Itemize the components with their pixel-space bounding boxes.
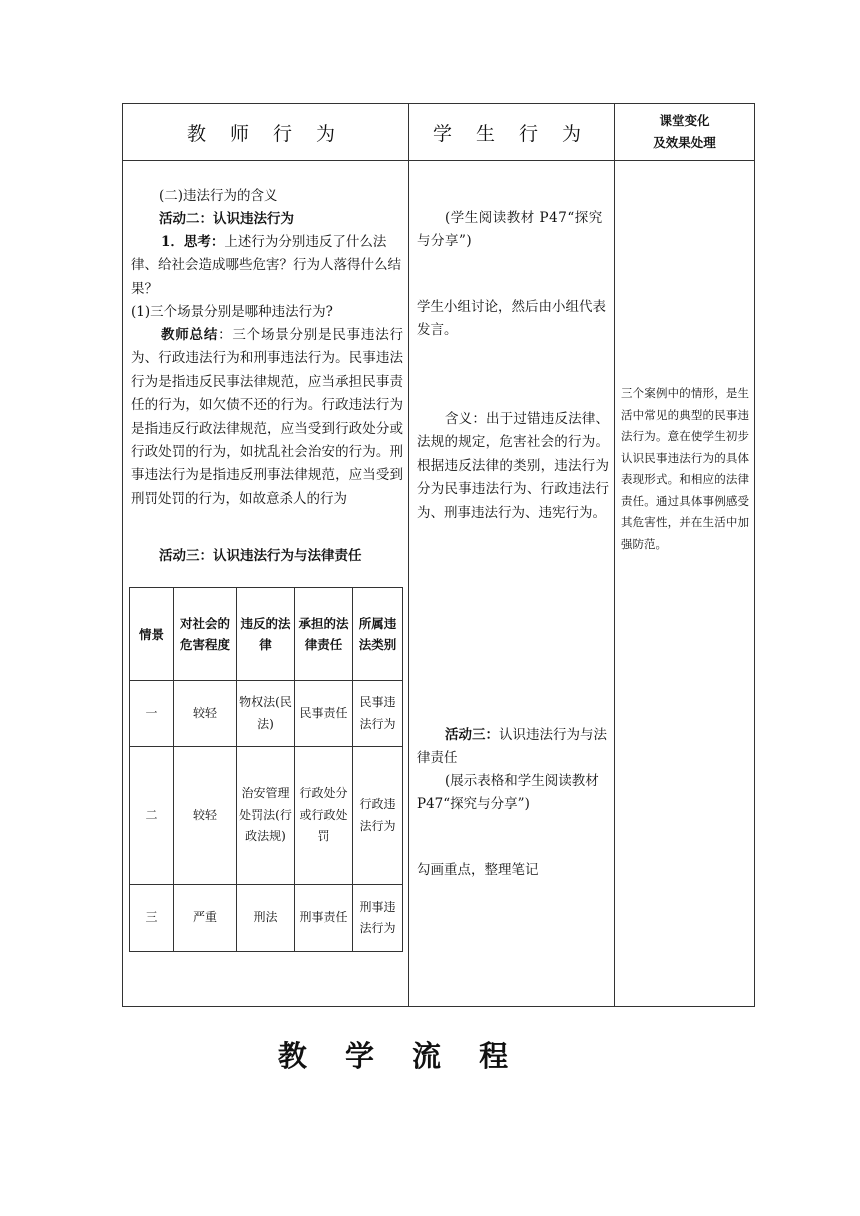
violation-table-header: [130, 588, 403, 681]
activity2-title: 活动二：认识违法行为: [159, 211, 294, 227]
header-effect-line1: 课堂变化: [659, 113, 710, 128]
student-cell: [409, 161, 615, 1007]
effect-cell: [615, 161, 755, 1007]
student-reading-1: (学生阅读教材 P47“探究与分享”): [417, 210, 603, 250]
col-scene: 情景: [130, 588, 174, 681]
page-title: 教 学 流 程: [277, 1039, 523, 1073]
lesson-plan-table: [122, 103, 755, 1007]
student-reading-2: (展示表格和学生阅读教材 P47“探究与分享”): [417, 773, 599, 813]
question: 1．思考：上述行为分别违反了什么法律、给社会造成哪些危害？行为人落得什么结果？: [131, 234, 401, 297]
header-row: [123, 104, 755, 161]
header-student: 学 生 行 为: [409, 104, 615, 161]
student-definition: 含义：出于过错违反法律、法规的规定，危害社会的行为。根据违反法律的类别，违法行为分为民事违法行为、行政违法行为、刑事违法行为、违宪行为。: [417, 411, 609, 521]
activity3-title: 活动三：认识违法行为与法律责任: [159, 548, 362, 564]
header-effect-line2: 及效果处理: [653, 135, 716, 150]
section-title: (二)违法行为的含义: [159, 188, 278, 204]
header-teacher: 教 师 行 为: [123, 104, 409, 161]
col-law: 违反的法律: [237, 588, 295, 681]
student-activity3: 活动三：认识违法行为与法律责任: [417, 727, 607, 767]
header-effect: [615, 104, 755, 161]
student-notes: 勾画重点，整理笔记: [417, 862, 539, 878]
col-liability: 承担的法律责任: [295, 588, 353, 681]
sub-question: (1)三个场景分别是哪种违法行为?: [131, 304, 333, 320]
effect-text: 三个案例中的情形，是生活中常见的典型的民事违法行为。意在使学生初步认识民事违法行为的具体表现形式。和相应的法律责任。通过具体事例感受其危害性，并在生活中加强防范。: [621, 386, 749, 551]
table-row: 一 较轻 物权法(民法) 民事责任 民事违法行为: [130, 681, 403, 747]
violation-table: [129, 587, 403, 952]
col-category: 所属违法类别: [353, 588, 403, 681]
teacher-summary: 教师总结：三个场景分别是民事违法行为、行政违法行为和刑事违法行为。民事违法行为是指违反民事法律规范，应当承担民事责任的行为，如欠债不还的行为。行政违法行为是指违反行政法律规范，应当受到行政处分或行政处罚的行为，如扰乱社会治安的行为。刑事违法行为是指违反刑事法律规范，应当受到刑罚处罚的行为，如故意杀人的行为: [131, 327, 403, 507]
teacher-cell: [123, 161, 409, 1007]
table-row: 二 较轻 治安管理处罚法(行政法规) 行政处分或行政处罚 行政违法行为: [130, 747, 403, 885]
content-row: [123, 161, 755, 1007]
student-discussion: 学生小组讨论，然后由小组代表发言。: [417, 299, 606, 339]
table-row: 三 严重 刑法 刑事责任 刑事违法行为: [130, 885, 403, 952]
col-harm: 对社会的危害程度: [174, 588, 237, 681]
